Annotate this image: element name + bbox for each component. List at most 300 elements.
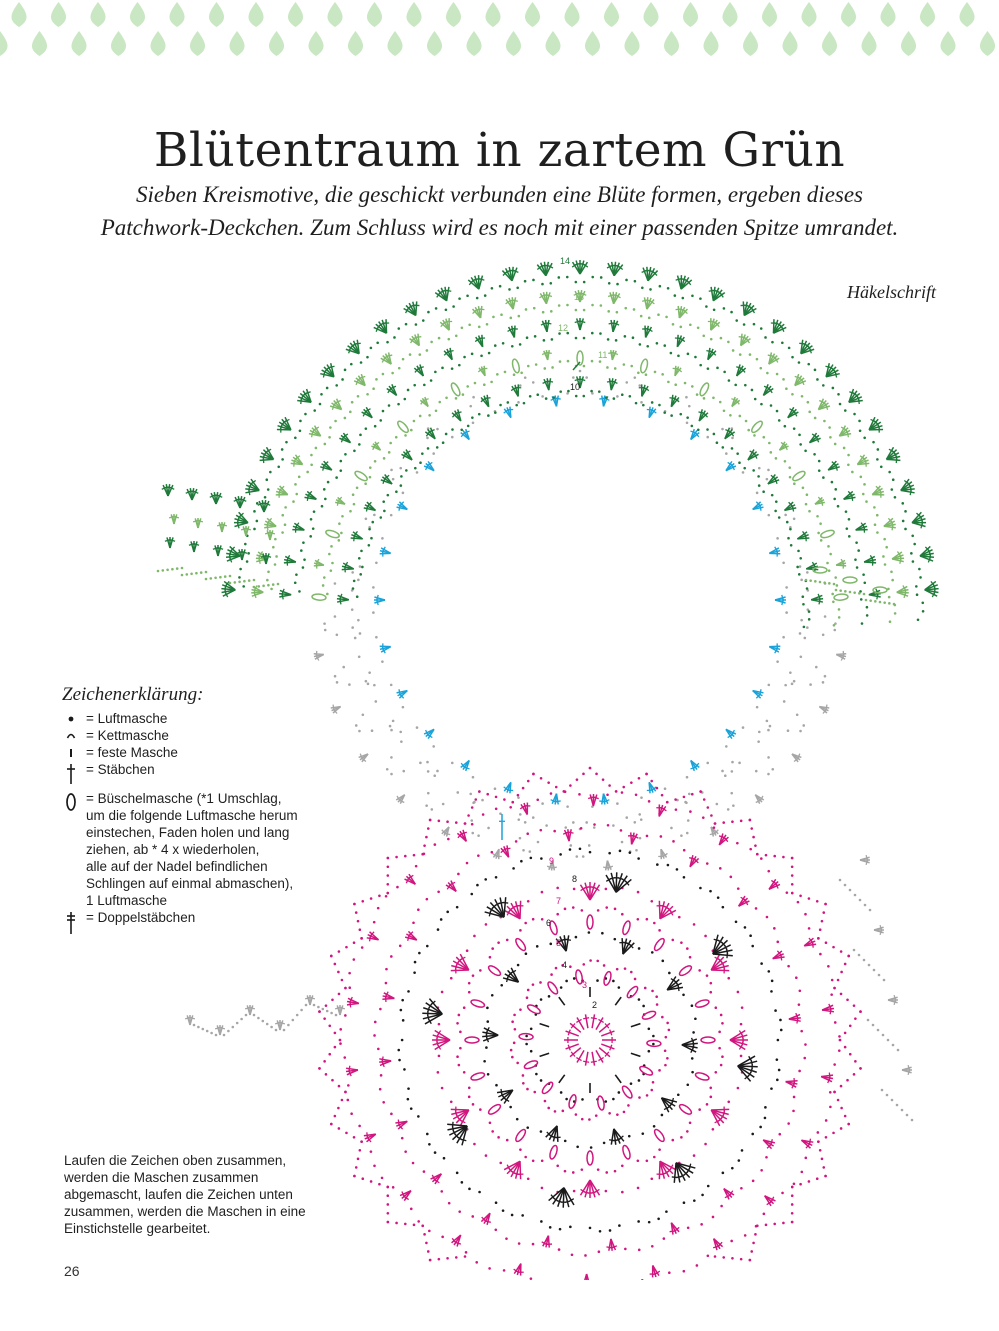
chain-stitch xyxy=(541,1159,544,1162)
chain-stitch xyxy=(710,1096,713,1099)
chain-stitch xyxy=(334,1115,337,1118)
chain-stitch xyxy=(727,1100,730,1103)
chain-stitch xyxy=(350,363,353,366)
chain-stitch xyxy=(593,826,596,829)
chain-stitch xyxy=(808,411,811,414)
chain-stitch xyxy=(324,498,327,501)
chain-stitch xyxy=(426,945,429,948)
double-crochet xyxy=(886,459,900,460)
chain-stitch xyxy=(721,770,724,773)
chain-stitch xyxy=(197,1026,200,1029)
chain-stitch xyxy=(672,323,675,326)
intro-line-1: Sieben Kreismotive, die geschickt verbunden eine Blüte formen, ergeben dieses xyxy=(135,182,864,207)
chain-stitch xyxy=(720,1205,723,1208)
chain-stitch xyxy=(379,419,382,422)
chain-stitch xyxy=(732,349,735,352)
chain-stitch xyxy=(502,342,505,345)
chain-stitch xyxy=(637,891,640,894)
stitch-crossbar xyxy=(792,506,793,512)
diagram-label: Häkelschrift xyxy=(847,282,936,302)
chain-stitch xyxy=(324,443,327,446)
chain-stitch xyxy=(353,941,356,944)
chain-stitch xyxy=(560,986,563,989)
chain-stitch xyxy=(613,397,616,400)
chain-stitch xyxy=(507,401,510,404)
chain-stitch xyxy=(784,684,787,687)
chain-stitch xyxy=(400,475,403,478)
chain-stitch xyxy=(356,595,359,598)
chain-stitch xyxy=(591,392,594,395)
chain-stitch xyxy=(859,1010,862,1013)
chain-stitch xyxy=(750,827,753,830)
chain-stitch xyxy=(703,798,706,801)
chain-stitch xyxy=(347,1099,350,1102)
chain-stitch xyxy=(819,928,822,931)
chain-stitch xyxy=(853,1004,856,1007)
chain-stitch xyxy=(524,821,527,824)
chain-stitch xyxy=(162,569,165,572)
chain-stitch xyxy=(556,1164,559,1167)
chain-stitch xyxy=(526,1088,529,1091)
chain-stitch xyxy=(756,358,759,361)
chain-stitch xyxy=(458,297,461,300)
chain-stitch xyxy=(526,1126,529,1129)
chain-stitch xyxy=(731,770,734,773)
chain-stitch xyxy=(683,1201,686,1204)
chain-stitch xyxy=(602,778,605,781)
chain-stitch xyxy=(616,395,619,398)
border-drop xyxy=(801,2,816,27)
chain-stitch xyxy=(560,1091,563,1094)
chain-stitch xyxy=(745,420,748,423)
cluster-stitch xyxy=(549,1145,559,1160)
cluster-stitch xyxy=(325,529,340,539)
chain-stitch xyxy=(518,1242,521,1245)
chain-stitch xyxy=(687,353,690,356)
chain-stitch xyxy=(837,505,840,508)
chain-stitch xyxy=(323,1060,326,1063)
chain-stitch xyxy=(686,832,689,835)
chain-stitch xyxy=(553,830,556,833)
double-crochet-icon xyxy=(62,761,80,785)
border-drop xyxy=(229,31,244,56)
chain-stitch xyxy=(472,1103,475,1106)
chain-stitch xyxy=(566,392,569,395)
chain-stitch xyxy=(876,531,879,534)
chain-stitch xyxy=(607,824,610,827)
chain-stitch xyxy=(530,1277,533,1280)
chain-stitch xyxy=(529,395,532,398)
chain-stitch xyxy=(614,367,617,370)
chain-stitch xyxy=(891,579,894,582)
chain-stitch xyxy=(731,1167,734,1170)
chain-stitch xyxy=(809,683,812,686)
chain-stitch xyxy=(569,844,572,847)
chain-stitch xyxy=(499,1162,502,1165)
chain-stitch xyxy=(834,1021,837,1024)
chain-stitch xyxy=(581,909,584,912)
stitch-crossbar xyxy=(835,372,836,378)
chain-stitch xyxy=(405,323,408,326)
legend-item-slip-stitch: = Kettmasche xyxy=(62,727,362,744)
chain-stitch xyxy=(519,1008,522,1011)
chain-stitch xyxy=(872,1024,875,1027)
cluster-stitch xyxy=(450,382,462,397)
chain-stitch xyxy=(344,417,347,420)
chain-stitch xyxy=(883,979,886,982)
round-number-2: 2 xyxy=(592,1000,598,1010)
chain-stitch xyxy=(720,1014,723,1017)
chain-stitch xyxy=(901,1109,904,1112)
chain-stitch xyxy=(397,403,400,406)
chain-stitch xyxy=(866,606,869,609)
chain-stitch xyxy=(849,1053,852,1056)
cluster-stitch xyxy=(312,594,326,601)
chain-stitch xyxy=(615,790,618,793)
chain-stitch xyxy=(427,447,430,450)
double-crochet xyxy=(569,829,571,841)
chain-stitch xyxy=(502,1209,505,1212)
chain-stitch xyxy=(505,1237,508,1240)
chain-stitch xyxy=(335,1014,338,1017)
chain-stitch xyxy=(877,448,880,451)
chain-stitch xyxy=(434,1151,437,1154)
single-crochet xyxy=(631,1024,641,1027)
chain-stitch xyxy=(804,637,807,640)
chain-stitch xyxy=(625,381,628,384)
chain-stitch xyxy=(664,787,667,790)
chain-stitch xyxy=(463,1071,466,1074)
chain-stitch xyxy=(552,396,555,399)
chain-stitch xyxy=(709,991,712,994)
chain-stitch xyxy=(653,1125,656,1128)
chain-stitch xyxy=(661,373,664,376)
intro-text xyxy=(40,178,959,244)
chain-stitch xyxy=(648,1027,651,1030)
chain-stitch xyxy=(324,629,327,632)
border-drop xyxy=(485,2,500,27)
chain-stitch xyxy=(537,841,540,844)
chain-stitch xyxy=(329,426,332,429)
chain-stitch xyxy=(426,349,429,352)
chain-stitch xyxy=(606,793,609,796)
chain-stitch xyxy=(470,819,473,822)
chain-stitch xyxy=(606,366,609,369)
cluster-stitch xyxy=(834,594,848,601)
chain-stitch xyxy=(886,1094,889,1097)
stitch-crossbar xyxy=(461,832,467,834)
chain-stitch xyxy=(545,824,548,827)
chain-stitch xyxy=(774,1009,777,1012)
chain-stitch xyxy=(589,767,592,770)
chain-stitch xyxy=(756,706,759,709)
chain-stitch xyxy=(400,740,403,743)
chain-stitch xyxy=(413,384,416,387)
stitch-crossbar xyxy=(583,1018,589,1019)
chain-stitch xyxy=(616,1113,619,1116)
chain-stitch xyxy=(762,436,765,439)
chain-stitch xyxy=(550,310,553,313)
chain-stitch xyxy=(633,308,636,311)
chain-stitch xyxy=(623,363,626,366)
chain-stitch xyxy=(466,949,469,952)
chain-stitch xyxy=(486,323,489,326)
chain-stitch xyxy=(630,365,633,368)
chain-stitch xyxy=(404,855,407,858)
chain-stitch xyxy=(471,832,474,835)
cluster-stitch xyxy=(820,529,835,539)
chain-stitch xyxy=(385,895,388,898)
chain-stitch xyxy=(793,1096,796,1099)
chain-stitch xyxy=(749,1259,752,1262)
double-crochet xyxy=(482,335,483,347)
chain-stitch xyxy=(646,835,649,838)
chain-stitch xyxy=(395,490,398,493)
chain-stitch xyxy=(820,539,823,542)
chain-stitch xyxy=(782,378,785,381)
chain-stitch xyxy=(663,344,666,347)
chain-stitch xyxy=(834,488,837,491)
double-crochet xyxy=(884,526,896,527)
chain-stitch xyxy=(774,510,777,513)
chain-stitch xyxy=(234,581,237,584)
chain-stitch xyxy=(817,937,820,940)
chain-stitch xyxy=(325,1073,328,1076)
chain-stitch xyxy=(403,398,406,401)
double-crochet xyxy=(484,366,485,376)
double-crochet xyxy=(836,565,846,566)
round-number-8: 8 xyxy=(572,874,578,884)
chain-stitch xyxy=(370,537,373,540)
chain-stitch xyxy=(442,803,445,806)
chain-stitch xyxy=(581,1098,584,1101)
chain-stitch xyxy=(524,922,527,925)
chain-stitch xyxy=(468,1096,471,1099)
double-crochet xyxy=(447,287,449,301)
chain-stitch xyxy=(275,1029,278,1032)
chain-stitch xyxy=(330,1012,333,1015)
chain-stitch xyxy=(721,1022,724,1025)
chain-stitch xyxy=(744,1234,747,1237)
chain-stitch xyxy=(404,434,407,437)
chain-stitch xyxy=(858,592,861,595)
chain-stitch xyxy=(495,1084,498,1087)
border-drop xyxy=(880,2,895,27)
chain-stitch xyxy=(253,579,256,582)
chain-stitch xyxy=(459,1047,462,1050)
chain-stitch xyxy=(438,1023,441,1026)
chain-stitch xyxy=(839,589,842,592)
round-number-14: 14 xyxy=(560,256,571,266)
chain-stitch xyxy=(804,449,807,452)
chain-stitch xyxy=(387,1212,390,1215)
chain-stitch xyxy=(496,373,499,376)
chain-stitch xyxy=(740,1055,743,1058)
chain-stitch xyxy=(788,466,791,469)
chain-stitch xyxy=(401,1039,404,1042)
chain-stitch xyxy=(621,1164,624,1167)
chain-stitch xyxy=(799,1183,802,1186)
chain-stitch xyxy=(564,826,567,829)
round-number-10: 10 xyxy=(570,382,581,392)
chain-stitch xyxy=(285,441,288,444)
chain-stitch xyxy=(778,516,781,519)
chain-stitch xyxy=(334,675,337,678)
chain-stitch xyxy=(613,938,616,941)
chain-stitch xyxy=(874,600,877,603)
double-crochet xyxy=(659,1161,660,1179)
chain-stitch xyxy=(723,409,726,412)
chain-stitch xyxy=(253,510,256,513)
chain-stitch xyxy=(628,1135,631,1138)
chain-stitch xyxy=(440,1190,443,1193)
chain-stitch xyxy=(556,887,559,890)
chain-stitch xyxy=(511,1056,514,1059)
chain-stitch xyxy=(243,580,246,583)
chain-stitch xyxy=(305,1004,308,1007)
chain-stitch xyxy=(824,903,827,906)
chain-stitch xyxy=(819,522,822,525)
double-crochet xyxy=(585,1014,587,1028)
border-drop xyxy=(111,31,126,56)
chain-stitch xyxy=(683,796,686,799)
chain-stitch xyxy=(294,581,297,584)
chain-stitch xyxy=(351,626,354,629)
chain-stitch xyxy=(578,793,581,796)
chain-stitch xyxy=(298,476,301,479)
chain-stitch xyxy=(438,337,441,340)
chain-stitch xyxy=(916,593,919,596)
stitch-crossbar xyxy=(826,404,828,410)
chain-stitch xyxy=(425,836,428,839)
chain-stitch xyxy=(313,1004,316,1007)
chain-stitch xyxy=(867,1019,870,1022)
chain-stitch xyxy=(751,389,754,392)
chain-stitch xyxy=(445,433,448,436)
chain-stitch xyxy=(833,624,836,627)
stitch-crossbar xyxy=(583,1061,589,1062)
chain-stitch xyxy=(427,770,430,773)
chain-stitch xyxy=(770,404,773,407)
chain-stitch xyxy=(356,486,359,489)
chain-stitch xyxy=(428,1230,431,1233)
chain-stitch xyxy=(547,781,550,784)
chain-stitch xyxy=(793,427,796,430)
chain-stitch xyxy=(526,832,529,835)
chain-stitch xyxy=(375,700,378,703)
chain-stitch xyxy=(576,778,579,781)
chain-stitch xyxy=(338,1127,341,1130)
chain-stitch xyxy=(805,579,808,582)
chain-stitch xyxy=(865,500,868,503)
chain-stitch xyxy=(634,978,637,981)
chain-stitch xyxy=(754,844,757,847)
chain-stitch xyxy=(591,360,594,363)
border-drop xyxy=(506,31,521,56)
chain-stitch xyxy=(489,956,492,959)
chain-stitch xyxy=(390,514,393,517)
chain-stitch xyxy=(296,1014,299,1017)
chain-stitch xyxy=(385,982,388,985)
chain-stitch xyxy=(492,316,495,319)
chain-stitch xyxy=(440,918,443,921)
border-drop xyxy=(269,31,284,56)
chain-stitch xyxy=(580,827,583,830)
chain-stitch xyxy=(532,1160,535,1163)
chain-stitch xyxy=(691,1071,694,1074)
chain-stitch xyxy=(299,420,302,423)
chain-stitch xyxy=(532,918,535,921)
chain-stitch xyxy=(338,950,341,953)
border-drop xyxy=(248,2,263,27)
double-crochet xyxy=(585,1052,587,1066)
chain-stitch xyxy=(412,921,415,924)
cluster-stitch xyxy=(526,1003,541,1015)
border-drop xyxy=(959,2,974,27)
chain-stitch xyxy=(713,826,716,829)
chain-stitch xyxy=(349,411,352,414)
chain-stitch xyxy=(466,862,469,865)
chain-stitch xyxy=(614,908,617,911)
chain-stitch xyxy=(541,802,544,805)
double-crochet xyxy=(514,326,515,338)
chain-stitch xyxy=(368,544,371,547)
joining-stitch xyxy=(573,362,580,370)
border-drop xyxy=(11,2,26,27)
chain-stitch xyxy=(833,583,836,586)
chain-stitch xyxy=(525,308,528,311)
chain-stitch xyxy=(478,326,481,329)
chain-stitch xyxy=(674,383,677,386)
chain-stitch xyxy=(369,466,372,469)
cluster-stitch xyxy=(873,587,887,593)
chain-stitch xyxy=(338,522,341,525)
chain-stitch xyxy=(474,798,477,801)
chain-stitch xyxy=(410,429,413,432)
chain-stitch xyxy=(341,1099,344,1102)
chain-stitch xyxy=(535,363,538,366)
border-drop xyxy=(564,2,579,27)
chain-stitch xyxy=(490,381,493,384)
chain-stitch xyxy=(485,923,488,926)
chain-stitch xyxy=(831,979,834,982)
chain-stitch xyxy=(294,436,297,439)
chain-stitch xyxy=(821,1158,824,1161)
chain-stitch xyxy=(565,980,568,983)
page-title: Blütentraum in zartem Grün xyxy=(153,123,846,179)
chain-stitch xyxy=(472,776,475,779)
chain-stitch xyxy=(691,385,694,388)
chain-stitch xyxy=(550,973,553,976)
chain-stitch xyxy=(522,1074,525,1077)
chain-stitch xyxy=(559,1228,562,1231)
chain-stitch xyxy=(844,1032,847,1035)
chain-stitch xyxy=(447,838,450,841)
chain-stitch xyxy=(801,1171,804,1174)
legend-item-treble-crochet: = Doppelstäbchen xyxy=(62,909,362,926)
chain-stitch xyxy=(475,1261,478,1264)
chain-stitch xyxy=(641,286,644,289)
chain-stitch xyxy=(854,894,857,897)
chain-stitch xyxy=(787,729,790,732)
chain-stitch xyxy=(360,1140,363,1143)
chain-stitch xyxy=(706,428,709,431)
chain-stitch xyxy=(738,762,741,765)
chain-stitch xyxy=(176,567,179,570)
chain-stitch xyxy=(816,515,819,518)
chain-stitch xyxy=(598,390,601,393)
chain-stitch xyxy=(911,1119,914,1122)
